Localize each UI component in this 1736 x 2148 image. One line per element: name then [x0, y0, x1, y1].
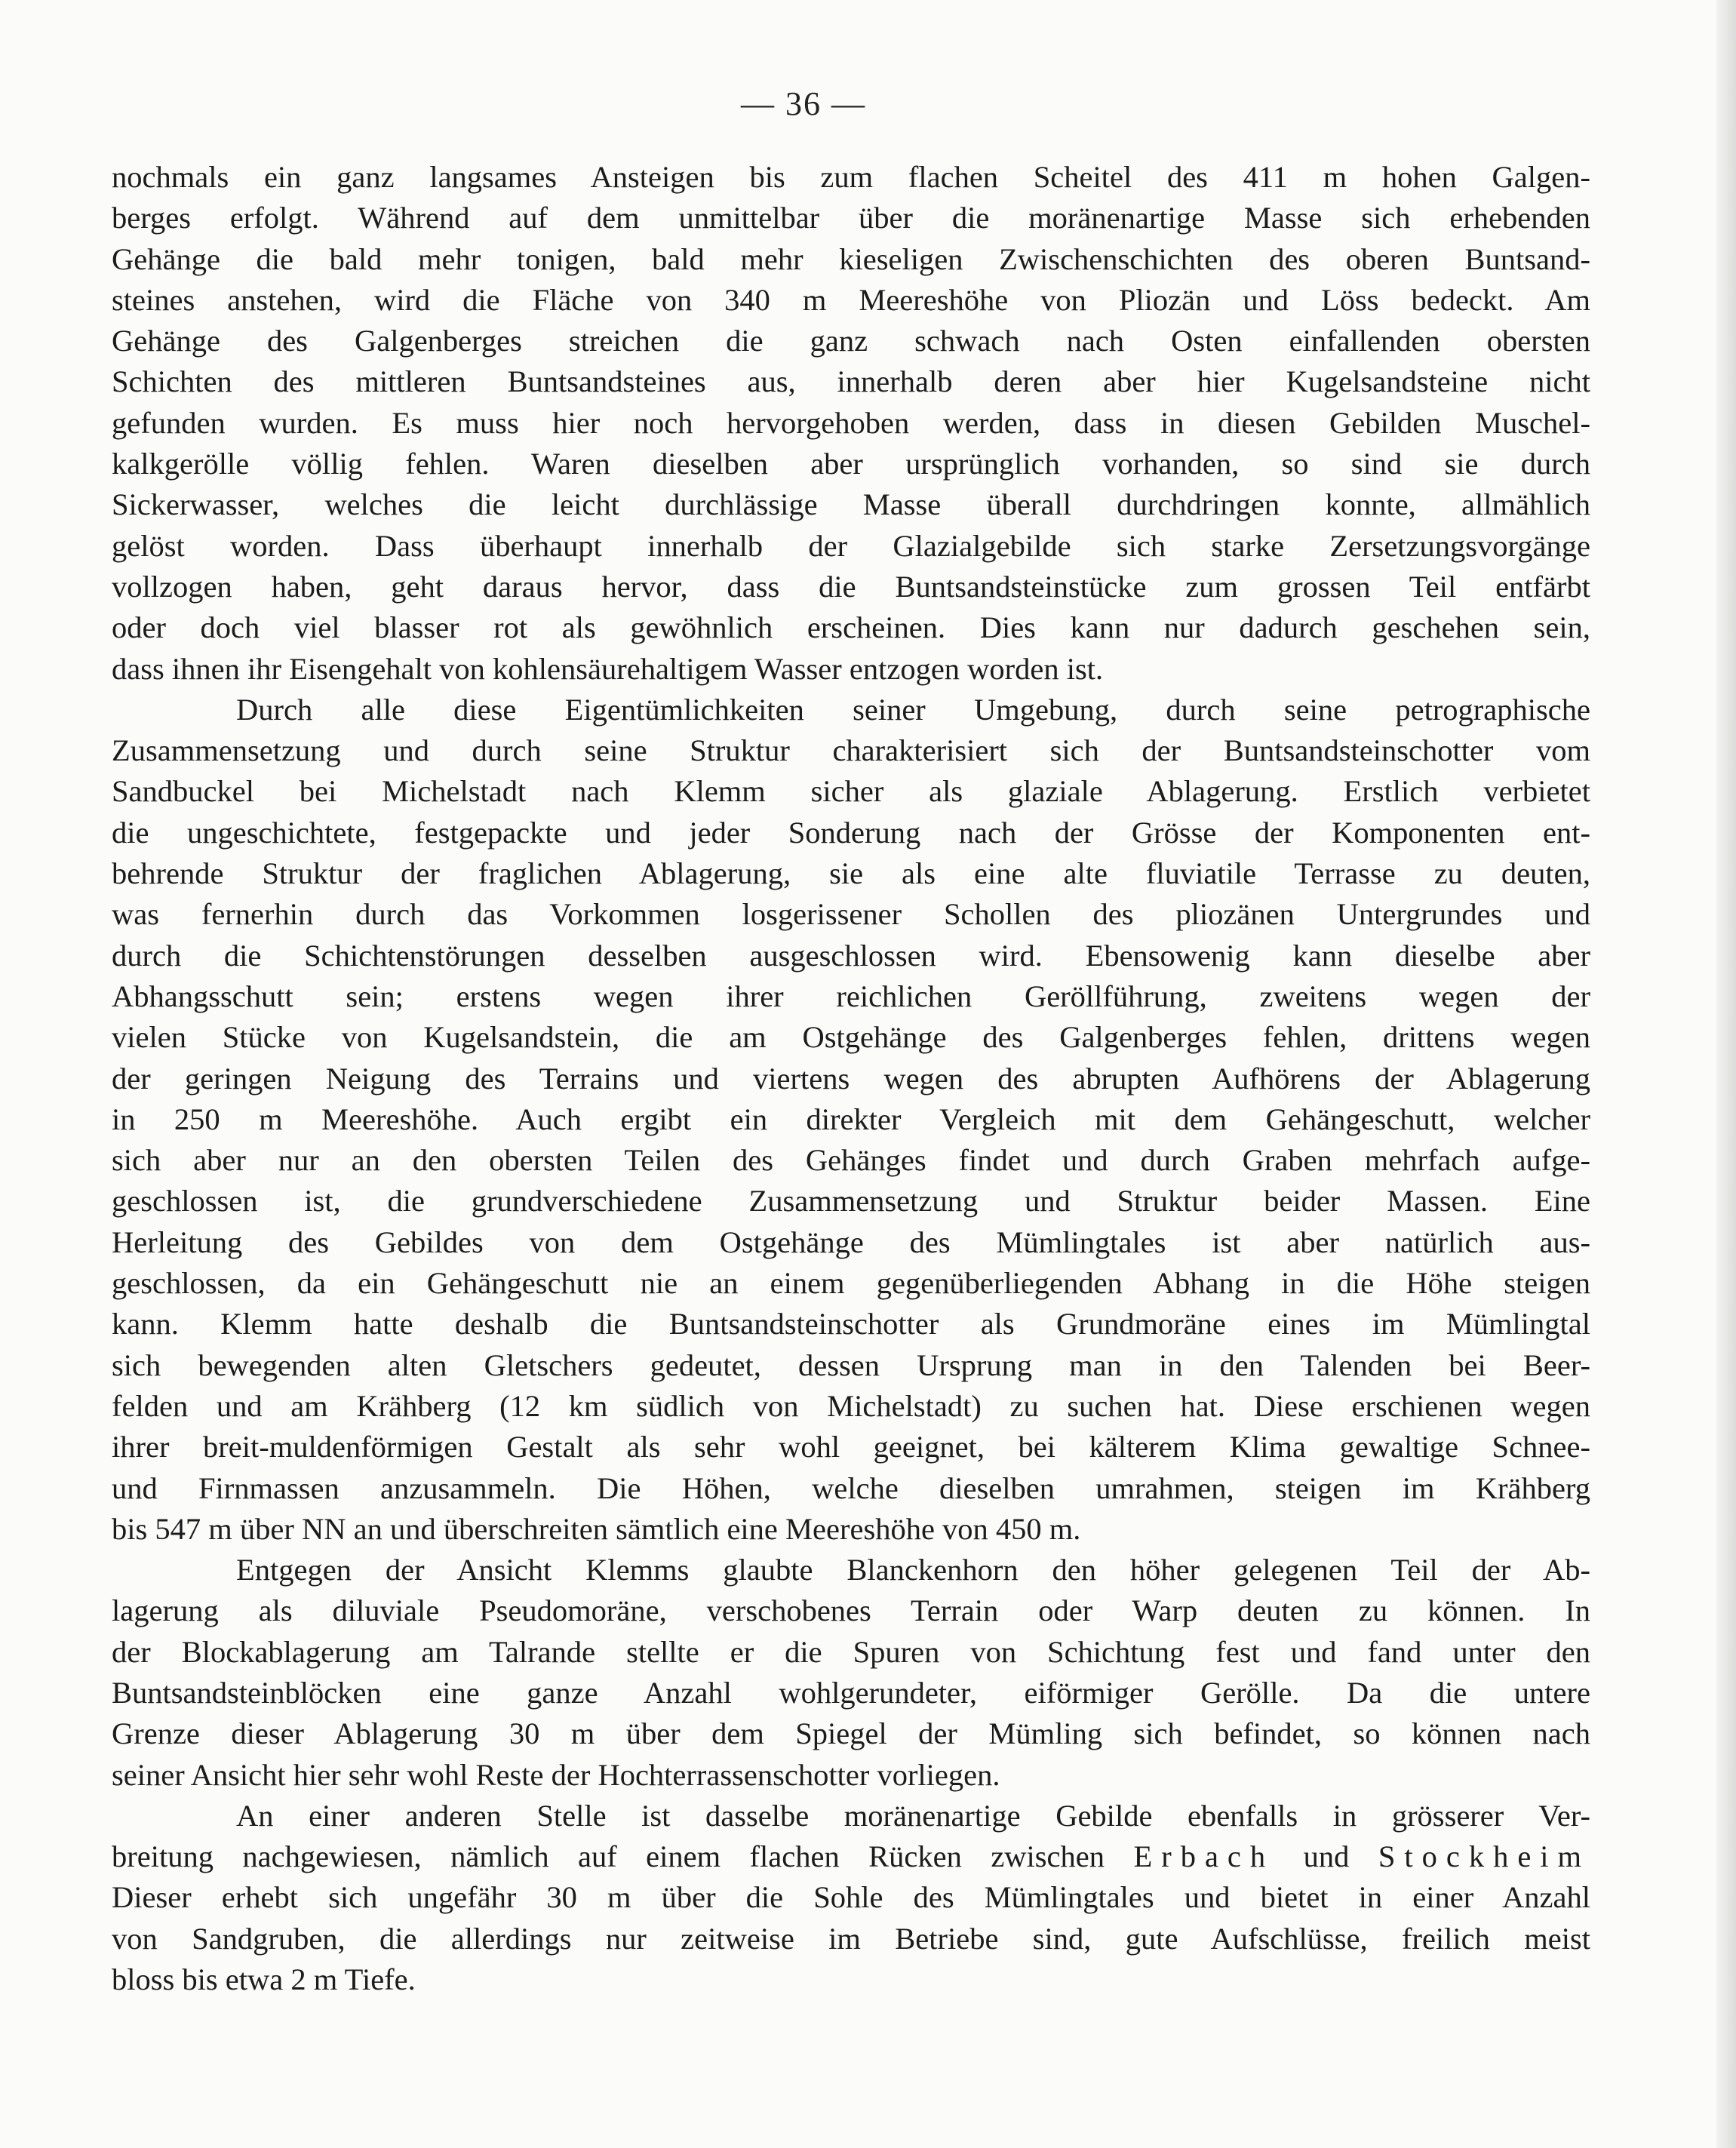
text-line: in 250 m Meereshöhe. Auch ergibt ein direkter Vergleich mit dem Gehängeschutt, welcher	[112, 1102, 1590, 1136]
text-line: Durch alle diese Eigentümlichkeiten seiner Umgebung, durch seine petrographische	[236, 692, 1590, 727]
text-line: seiner Ansicht hier sehr wohl Reste der Hochterrassenschotter vorliegen.	[112, 1757, 1000, 1792]
text-line: von Sandgruben, die allerdings nur zeitweise im Betriebe sind, gute Aufschlüsse, freilich meist	[112, 1921, 1590, 1956]
text-line: Gehänge des Galgenberges streichen die ganz schwach nach Osten einfallenden obersten	[112, 324, 1590, 358]
text-line: gelöst worden. Dass überhaupt innerhalb der Glazialgebilde sich starke Zersetzungsvorgänge	[112, 528, 1590, 563]
paragraph-3	[112, 1550, 1590, 1796]
text-line: geschlossen ist, die grundverschiedene Zusammensetzung und Struktur beider Massen. Eine	[112, 1184, 1590, 1218]
text-line: oder doch viel blasser rot als gewöhnlich erscheinen. Dies kann nur dadurch geschehen sein,	[112, 610, 1590, 645]
text-line: Herleitung des Gebildes von dem Ostgehänge des Mümlingtales ist aber natürlich aus-	[112, 1225, 1590, 1259]
text-line: Schichten des mittleren Buntsandsteines aus, innerhalb deren aber hier Kugelsandsteine nicht	[112, 364, 1590, 399]
text-line: durch die Schichtenstörungen desselben ausgeschlossen wird. Ebensowenig kann dieselbe aber	[112, 938, 1590, 973]
text-line: sich bewegenden alten Gletschers gedeutet, dessen Ursprung man in den Talenden bei Beer-	[112, 1347, 1590, 1382]
text-segment: breitung nachgewiesen, nämlich auf einem flachen Rücken zwischen	[112, 1839, 1105, 1874]
text-line: dass ihnen ihr Eisengehalt von kohlensäurehaltigem Wasser entzogen worden ist.	[112, 651, 1104, 686]
text-line: kann. Klemm hatte deshalb die Buntsandsteinschotter als Grundmoräne eines im Mümlingtal	[112, 1307, 1590, 1341]
text-line: vollzogen haben, geht daraus hervor, dass die Buntsandsteinstücke zum grossen Teil entfärbt	[112, 569, 1590, 604]
text-line: der Blockablagerung am Talrande stellte er die Spuren von Schichtung fest und fand unter den	[112, 1634, 1590, 1669]
page-edge-shadow	[1716, 0, 1736, 2148]
text-line: Zusammensetzung und durch seine Struktur charakterisiert sich der Buntsandsteinschotter vom	[112, 733, 1590, 768]
text-line: Sandbuckel bei Michelstadt nach Klemm sicher als glaziale Ablagerung. Erstlich verbietet	[112, 774, 1590, 809]
text-line: und Firnmassen anzusammeln. Die Höhen, welche dieselben umrahmen, steigen im Krähberg	[112, 1470, 1590, 1505]
paragraph-4	[112, 1796, 1590, 2000]
text-line: die ungeschichtete, festgepackte und jeder Sonderung nach der Grösse der Komponenten ent-	[112, 815, 1590, 850]
text-line: Abhangsschutt sein; erstens wegen ihrer reichlichen Geröllführung, zweitens wegen der	[112, 979, 1590, 1013]
text-line: Entgegen der Ansicht Klemms glaubte Blanckenhorn den höher gelegenen Teil der Ab-	[236, 1553, 1590, 1587]
text-line: was fernerhin durch das Vorkommen losgerissener Schollen des pliozänen Untergrundes und	[112, 897, 1590, 932]
text-line: behrende Struktur der fraglichen Ablagerung, sie als eine alte fluviatile Terrasse zu deuten,	[112, 856, 1590, 891]
text-line: lagerung als diluviale Pseudomoräne, verschobenes Terrain oder Warp deuten zu können. In	[112, 1593, 1590, 1628]
page-number: — 36 —	[741, 85, 866, 122]
text-line: An einer anderen Stelle ist dasselbe moränenartige Gebilde ebenfalls in grösserer Ver-	[236, 1798, 1590, 1833]
text-segment: und	[1303, 1839, 1350, 1874]
text-line: gefunden wurden. Es muss hier noch hervorgehoben werden, dass in diesen Gebilden Muschel-	[112, 405, 1590, 440]
placename-stockheim: Stockheim	[1378, 1839, 1591, 1874]
body-text	[112, 157, 1590, 2000]
text-line: Gehänge die bald mehr tonigen, bald mehr kieseligen Zwischenschichten des oberen Buntsand-	[112, 241, 1590, 276]
text-line: Buntsandsteinblöcken eine ganze Anzahl wohlgerundeter, eiförmiger Gerölle. Da die untere	[112, 1675, 1590, 1710]
text-line: berges erfolgt. Während auf dem unmittelbar über die moränenartige Masse sich erhebenden	[112, 201, 1590, 235]
text-line: Dieser erhebt sich ungefähr 30 m über die Sohle des Mümlingtales und bietet in einer Anzahl	[112, 1880, 1590, 1915]
text-line: ihrer breit-muldenförmigen Gestalt als sehr wohl geeignet, bei kälterem Klima gewaltige Schnee-	[112, 1430, 1590, 1464]
text-line: nochmals ein ganz langsames Ansteigen bis zum flachen Scheitel des 411 m hohen Galgen-	[112, 160, 1590, 194]
text-line-with-placenames	[112, 1836, 1590, 1877]
text-line: geschlossen, da ein Gehängeschutt nie an einem gegenüberliegenden Abhang in die Höhe steigen	[112, 1266, 1590, 1301]
placename-erbach: Erbach	[1133, 1839, 1275, 1874]
text-line: Sickerwasser, welches die leicht durchlässige Masse überall durchdringen konnte, allmählich	[112, 487, 1590, 522]
text-line: steines anstehen, wird die Fläche von 340 m Meereshöhe von Pliozän und Löss bedeckt. Am	[112, 282, 1590, 317]
text-line: felden und am Krähberg (12 km südlich von Michelstadt) zu suchen hat. Diese erschienen wegen	[112, 1388, 1590, 1423]
text-line: vielen Stücke von Kugelsandstein, die am Ostgehänge des Galgenberges fehlen, drittens wegen	[112, 1020, 1590, 1055]
text-line: kalkgerölle völlig fehlen. Waren dieselben aber ursprünglich vorhanden, so sind sie durch	[112, 447, 1590, 481]
text-line: Grenze dieser Ablagerung 30 m über dem Spiegel der Mümling sich befindet, so können nach	[112, 1716, 1590, 1751]
text-line: bis 547 m über NN an und überschreiten sämtlich eine Meereshöhe von 450 m.	[112, 1511, 1081, 1546]
paragraph-2	[112, 690, 1590, 1550]
paragraph-1	[112, 157, 1590, 690]
text-line: bloss bis etwa 2 m Tiefe.	[112, 1962, 416, 1997]
text-line: der geringen Neigung des Terrains und viertens wegen des abrupten Aufhörens der Ablagerung	[112, 1061, 1590, 1096]
text-line: sich aber nur an den obersten Teilen des Gehänges findet und durch Graben mehrfach aufge-	[112, 1143, 1590, 1178]
